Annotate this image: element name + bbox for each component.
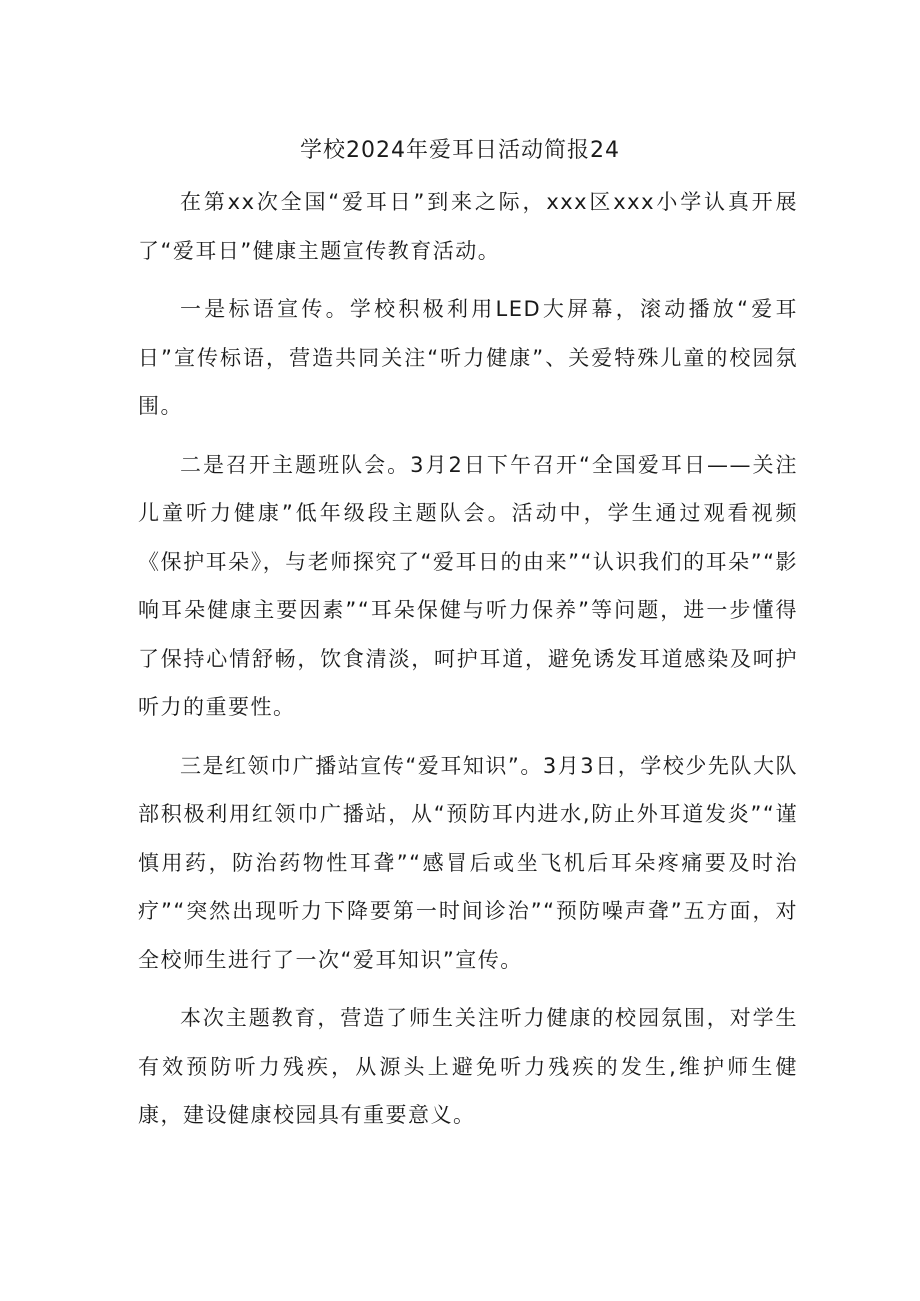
document-body [138,178,798,1150]
paragraph-radio-station: 三是红领巾广播站宣传“爱耳知识”。3月3日，学校少先队大队部积极利用红领巾广播站，从“预防耳内进水,防止外耳道发炎”“谨慎用药，防治药物性耳聋”“感冒后或坐飞机后耳朵疼痛要及时治疗”“突然出现听力下降要第一时间诊治”“预防噪声聋”五方面，对全校师生进行了一次“爱耳知识”宣传。 [138,753,798,972]
paragraph-class-meeting: 二是召开主题班队会。3月2日下午召开“全国爱耳日——关注儿童听力健康”低年级段主题队会。活动中，学生通过观看视频《保护耳朵》，与老师探究了“爱耳日的由来”“认识我们的耳朵”“影响耳朵健康主要因素”“耳朵保健与听力保养”等问题，进一步懂得了保持心情舒畅，饮食清淡，呵护耳道，避免诱发耳道感染及呵护听力的重要性。 [138,452,798,719]
paragraph-slogan-publicity: 一是标语宣传。学校积极利用LED大屏幕，滚动播放“爱耳日”宣传标语，营造共同关注“听力健康”、关爱特殊儿童的校园氛围。 [138,297,798,418]
paragraph-conclusion: 本次主题教育，营造了师生关注听力健康的校园氛围，对学生有效预防听力残疾，从源头上避免听力残疾的发生,维护师生健康，建设健康校园具有重要意义。 [138,1006,798,1127]
document-title: 学校2024年爱耳日活动简报24 [300,138,620,163]
paragraph-intro: 在第xx次全国“爱耳日”到来之际，xxx区xxx小学认真开展了“爱耳日”健康主题宣传教育活动。 [138,190,798,263]
